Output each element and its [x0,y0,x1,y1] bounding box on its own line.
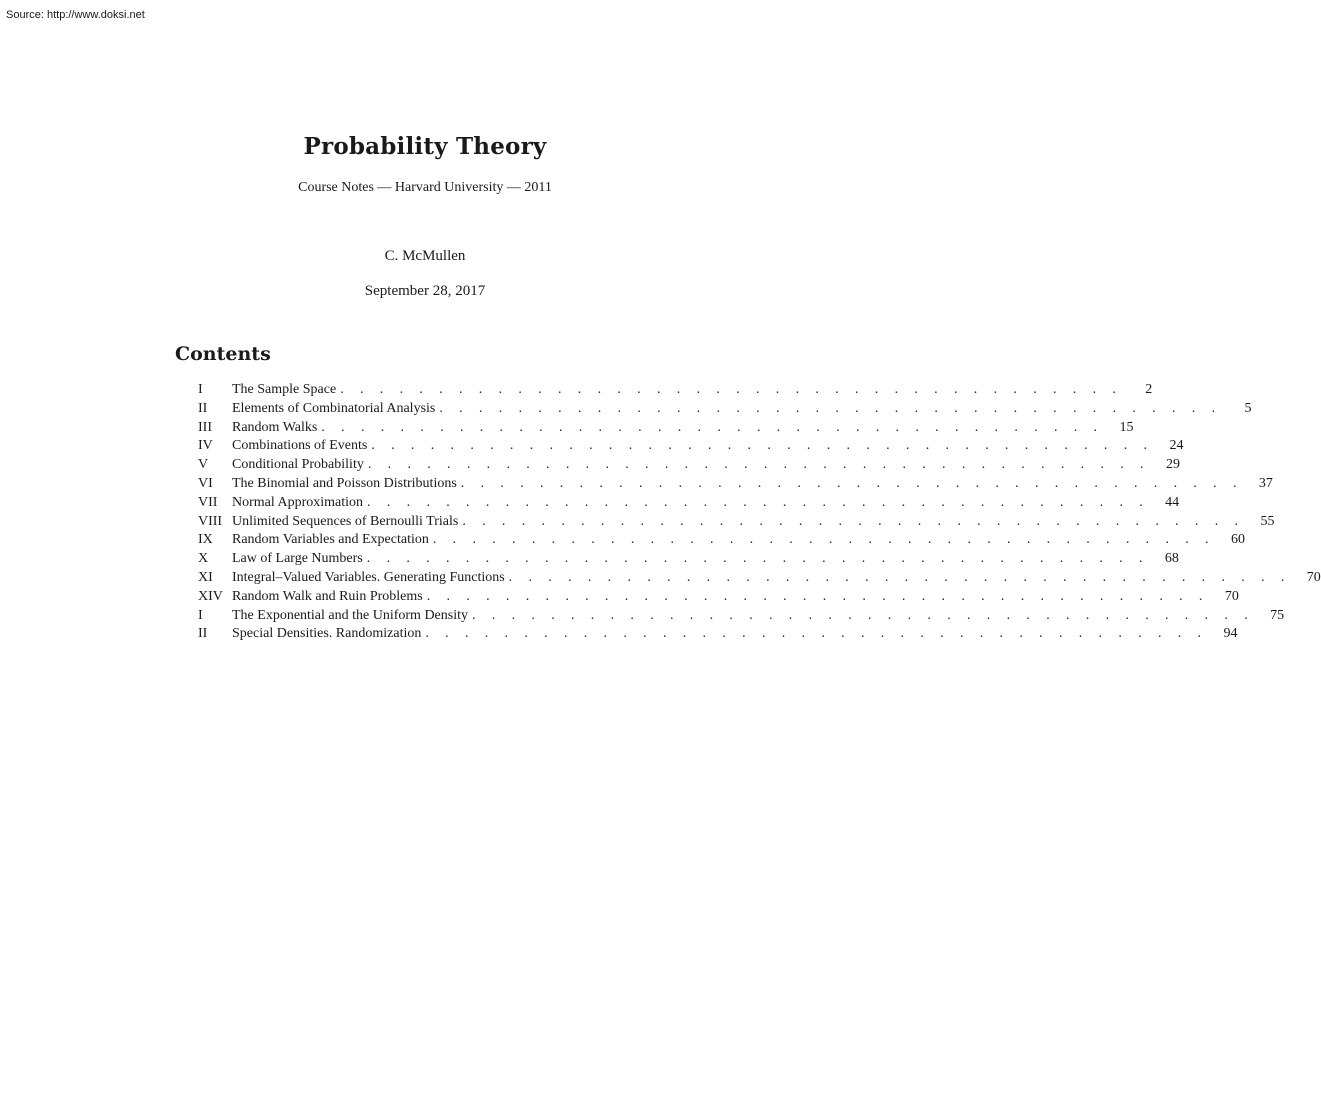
toc-entry[interactable] [198,494,1180,513]
toc-entry[interactable] [198,381,1153,400]
toc-entry-page: 5 [1244,400,1252,416]
toc-entry-number: X [198,551,209,567]
toc-entry-number: XIV [198,588,223,604]
toc-entry-page: 94 [1223,626,1238,642]
toc-entry-title: Integral–Valued Variables. Generating Functions [232,569,505,585]
toc-entry-number: V [198,457,209,473]
toc-entry-title: Random Walk and Ruin Problems [232,588,423,604]
toc-entry-title: Normal Approximation [232,494,364,510]
document-title: Probability Theory [303,133,547,160]
toc-entry-page: 29 [1165,457,1180,473]
toc-entry[interactable] [198,419,1134,438]
dot-leader: . . . . . . . . . . . . . . . . . . . . . . . . . . . . . . . . . . . . . . . . [367,457,1150,473]
toc-entry[interactable] [198,475,1273,494]
toc-entry-page: 60 [1230,532,1245,548]
toc-entry-page: 55 [1260,513,1275,529]
toc-entry-number: II [198,400,208,416]
toc-entry-title: Special Densities. Randomization [232,626,422,642]
toc-entry[interactable] [198,456,1180,475]
toc-entry-number: IV [198,438,213,454]
toc-entry-title: The Exponential and the Uniform Density [232,607,468,623]
document-subtitle: Course Notes — Harvard University — 2011 [298,180,552,195]
toc-entry-number: I [198,607,203,623]
dot-leader: . . . . . . . . . . . . . . . . . . . . . . . . . . . . . . . . . . . . . . . . [462,513,1245,529]
document-date: September 28, 2017 [364,283,486,299]
toc-entry-title: Random Walks [232,419,318,435]
toc-entry-page: 75 [1270,607,1285,623]
toc-entry-page: 24 [1169,438,1184,454]
toc-entry-page: 37 [1258,475,1273,491]
dot-leader: . . . . . . . . . . . . . . . . . . . . . . . . . . . . . . . . . . . . . . . . [366,551,1149,567]
toc-entry-number: VII [198,494,218,510]
dot-leader: . . . . . . . . . . . . . . . . . . . . . . . . . . . . . . . . . . . . . . . . [439,400,1222,416]
toc-entry[interactable] [198,607,1285,626]
dot-leader: . . . . . . . . . . . . . . . . . . . . . . . . . . . . . . . . . . . . . . . . [340,382,1123,397]
toc-entry-page: 44 [1165,494,1180,510]
source-note: Source: http://www.doksi.net [6,9,145,21]
toc-entry-title: Law of Large Numbers [232,551,363,567]
toc-entry[interactable] [198,531,1245,550]
toc-entry-title: Conditional Probability [232,457,364,473]
dot-leader: . . . . . . . . . . . . . . . . . . . . . . . . . . . . . . . . . . . . . . . . [425,626,1208,642]
dot-leader: . . . . . . . . . . . . . . . . . . . . . . . . . . . . . . . . . . . . . . . . [508,569,1291,585]
toc-entry-title: The Sample Space [232,382,337,397]
dot-leader: . . . . . . . . . . . . . . . . . . . . . . . . . . . . . . . . . . . . . . . . [367,494,1150,510]
toc-entry[interactable] [198,588,1239,607]
toc-entry-number: III [198,419,212,435]
toc-entry-title: Elements of Combinatorial Analysis [232,400,436,416]
dot-leader: . . . . . . . . . . . . . . . . . . . . . . . . . . . . . . . . . . . . . . . . [426,588,1209,604]
toc-entry[interactable] [198,400,1252,419]
toc-entry-title: Combinations of Events [232,438,368,454]
table-of-contents [198,381,1321,644]
dot-leader: . . . . . . . . . . . . . . . . . . . . . . . . . . . . . . . . . . . . . . . . [432,532,1215,548]
contents-heading: Contents [175,343,271,365]
toc-entry-page: 68 [1164,551,1179,567]
toc-entry-page: 70 [1306,569,1321,585]
toc-entry-page: 15 [1119,419,1134,435]
toc-entry[interactable] [198,625,1238,644]
dot-leader: . . . . . . . . . . . . . . . . . . . . . . . . . . . . . . . . . . . . . . . . [460,475,1243,491]
toc-entry[interactable] [198,569,1321,588]
toc-entry-title: Unlimited Sequences of Bernoulli Trials [232,513,459,529]
dot-leader: . . . . . . . . . . . . . . . . . . . . . . . . . . . . . . . . . . . . . . . . [371,438,1154,454]
dot-leader: . . . . . . . . . . . . . . . . . . . . . . . . . . . . . . . . . . . . . . . . [472,607,1255,623]
toc-entry[interactable] [198,550,1179,569]
toc-entry-number: IX [198,532,213,548]
toc-entry-number: VIII [198,513,223,529]
toc-entry-number: XI [198,569,213,585]
toc-entry-title: The Binomial and Poisson Distributions [232,475,457,491]
document-author: C. McMullen [384,248,466,264]
toc-entry-title: Random Variables and Expectation [232,532,429,548]
toc-entry[interactable] [198,437,1184,456]
dot-leader: . . . . . . . . . . . . . . . . . . . . . . . . . . . . . . . . . . . . . . . . [321,419,1104,435]
toc-entry-number: II [198,626,208,642]
toc-entry-number: VI [198,475,213,491]
toc-entry-page: 70 [1224,588,1239,604]
toc-entry-number: I [198,382,203,397]
toc-entry[interactable] [198,513,1275,532]
toc-entry-page: 2 [1145,382,1153,397]
